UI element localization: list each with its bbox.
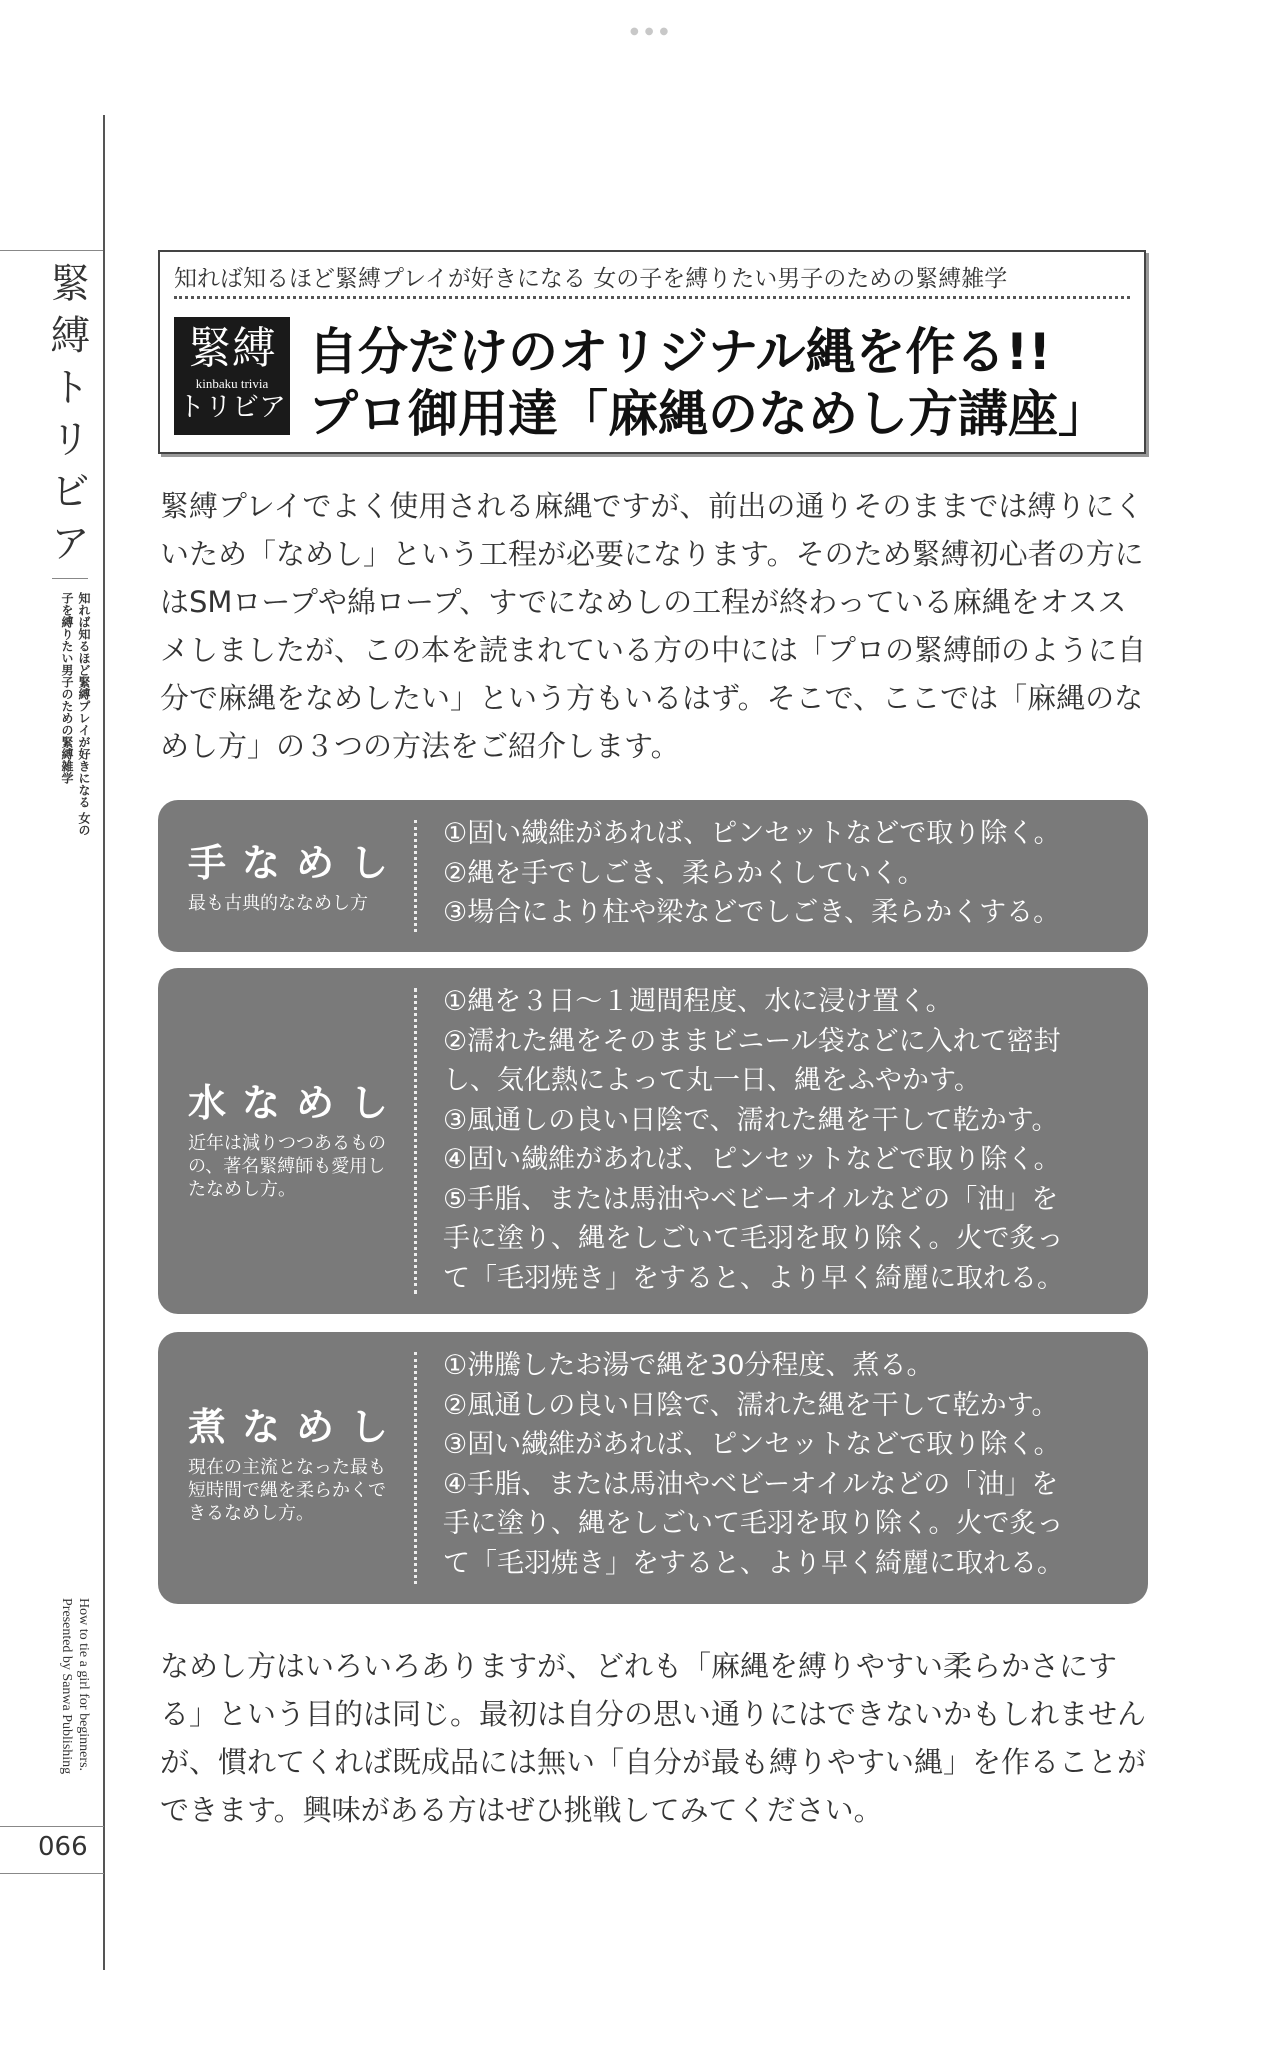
method-title: 水なめし	[188, 1081, 405, 1125]
closing-paragraph: なめし方はいろいろありますが、どれも「麻縄を縛りやすい柔らかさにする」という目的は同じ。最初は自分の思い通りにはできないかもしれませんが、慣れてくれば既成品には無い「自分が最も縛りやすい縄」を作ることができます。興味がある方はぜひ挑戦してみてください。	[160, 1649, 1147, 1827]
step-item: し、気化熱によって丸一日、縄をふやかす。	[443, 1065, 981, 1096]
badge-kana: トリビア	[178, 392, 286, 423]
step-item: ②濡れた縄をそのままビニール袋などに入れて密封	[443, 1025, 1061, 1057]
header-dotted-rule	[174, 296, 1130, 299]
method-steps	[443, 814, 1128, 933]
method-box-boil	[158, 1332, 1148, 1604]
step-item: ①沸騰したお湯で縄を30分程度、煮る。	[443, 1350, 934, 1381]
step-item: ②風通しの良い日陰で、濡れた縄を干して乾かす。	[443, 1389, 1059, 1421]
method-description: 近年は減りつつあるものの、著名緊縛師も愛用したなめし方。	[188, 1133, 386, 1200]
series-title: 緊縛トリビア	[44, 262, 90, 574]
step-item: ①縄を３日〜１週間程度、水に浸け置く。	[443, 986, 953, 1017]
step-item: ③風通しの良い日陰で、濡れた縄を干して乾かす。	[443, 1104, 1059, 1136]
step-item: て「毛羽焼き」をすると、より早く綺麗に取れる。	[443, 1262, 1064, 1294]
method-title: 煮なめし	[188, 1405, 405, 1449]
method-description: 最も古典的ななめし方	[188, 893, 368, 914]
margin-rule	[103, 115, 105, 1970]
trivia-badge	[174, 317, 290, 435]
badge-kanji: 緊縛	[188, 323, 276, 374]
page-number: 066	[38, 1832, 88, 1862]
method-title: 手なめし	[188, 841, 405, 885]
method-divider	[414, 988, 417, 1294]
series-divider	[52, 578, 88, 579]
article-title-line1: 自分だけのオリジナル縄を作る!!	[308, 323, 1052, 381]
header-kicker: 知れば知るほど緊縛プレイが好きになる 女の子を縛りたい男子のための緊縛雑学	[174, 266, 1008, 292]
step-item: ④手脂、または馬油やベビーオイルなどの「油」を	[443, 1468, 1059, 1500]
method-description: 現在の主流となった最も短時間で縄を柔らかくできるなめし方。	[188, 1457, 386, 1524]
method-divider	[414, 820, 417, 932]
method-box-hand	[158, 800, 1148, 952]
method-box-water	[158, 968, 1148, 1314]
article-title-line2: プロ御用達「麻縄のなめし方講座」	[308, 385, 1108, 443]
method-divider	[414, 1352, 417, 1584]
step-item: 手に塗り、縄をしごいて毛羽を取り除く。火で炙っ	[443, 1223, 1064, 1254]
step-item: て「毛羽焼き」をすると、より早く綺麗に取れる。	[443, 1547, 1064, 1579]
step-item: ③固い繊維があれば、ピンセットなどで取り除く。	[443, 1429, 1061, 1460]
series-subtitle: 知れば知るほど緊縛プレイが好きになる 女の子を縛りたい男子のための緊縛雑学	[60, 592, 91, 837]
method-steps	[443, 1346, 1128, 1583]
step-item: ⑤手脂、または馬油やベビーオイルなどの「油」を	[443, 1183, 1059, 1215]
margin-top-line	[0, 250, 104, 251]
step-item: ②縄を手でしごき、柔らかくしていく。	[443, 857, 925, 889]
step-item: ④固い繊維があれば、ピンセットなどで取り除く。	[443, 1144, 1061, 1175]
english-credit: How to tie a girl for beginners. Presented by Sanwa Publishing	[59, 1598, 91, 1775]
article-header	[158, 250, 1146, 454]
method-steps	[443, 982, 1128, 1298]
step-item: ①固い繊維があれば、ピンセットなどで取り除く。	[443, 818, 1061, 849]
page-number-rule-bottom	[0, 1873, 104, 1874]
page-indicator-dots: ●●●	[630, 26, 675, 37]
step-item: 手に塗り、縄をしごいて毛羽を取り除く。火で炙っ	[443, 1508, 1064, 1539]
step-item: ③場合により柱や梁などでしごき、柔らかくする。	[443, 897, 1061, 928]
badge-roman: kinbaku trivia	[195, 376, 269, 391]
intro-paragraph: 緊縛プレイでよく使用される麻縄ですが、前出の通りそのままでは縛りにくいため「なめし」という工程が必要になります。そのため緊縛初心者の方にはSMロープや綿ロープ、すでになめしの工程が終わっている麻縄をオススメしましたが、この本を読まれている方の中には「プロの緊縛師のように自分で麻縄をなめしたい」という方もいるはず。そこで、ここでは「麻縄のなめし方」の３つの方法をご紹介します。	[160, 489, 1147, 763]
page-number-rule-top	[0, 1826, 104, 1827]
